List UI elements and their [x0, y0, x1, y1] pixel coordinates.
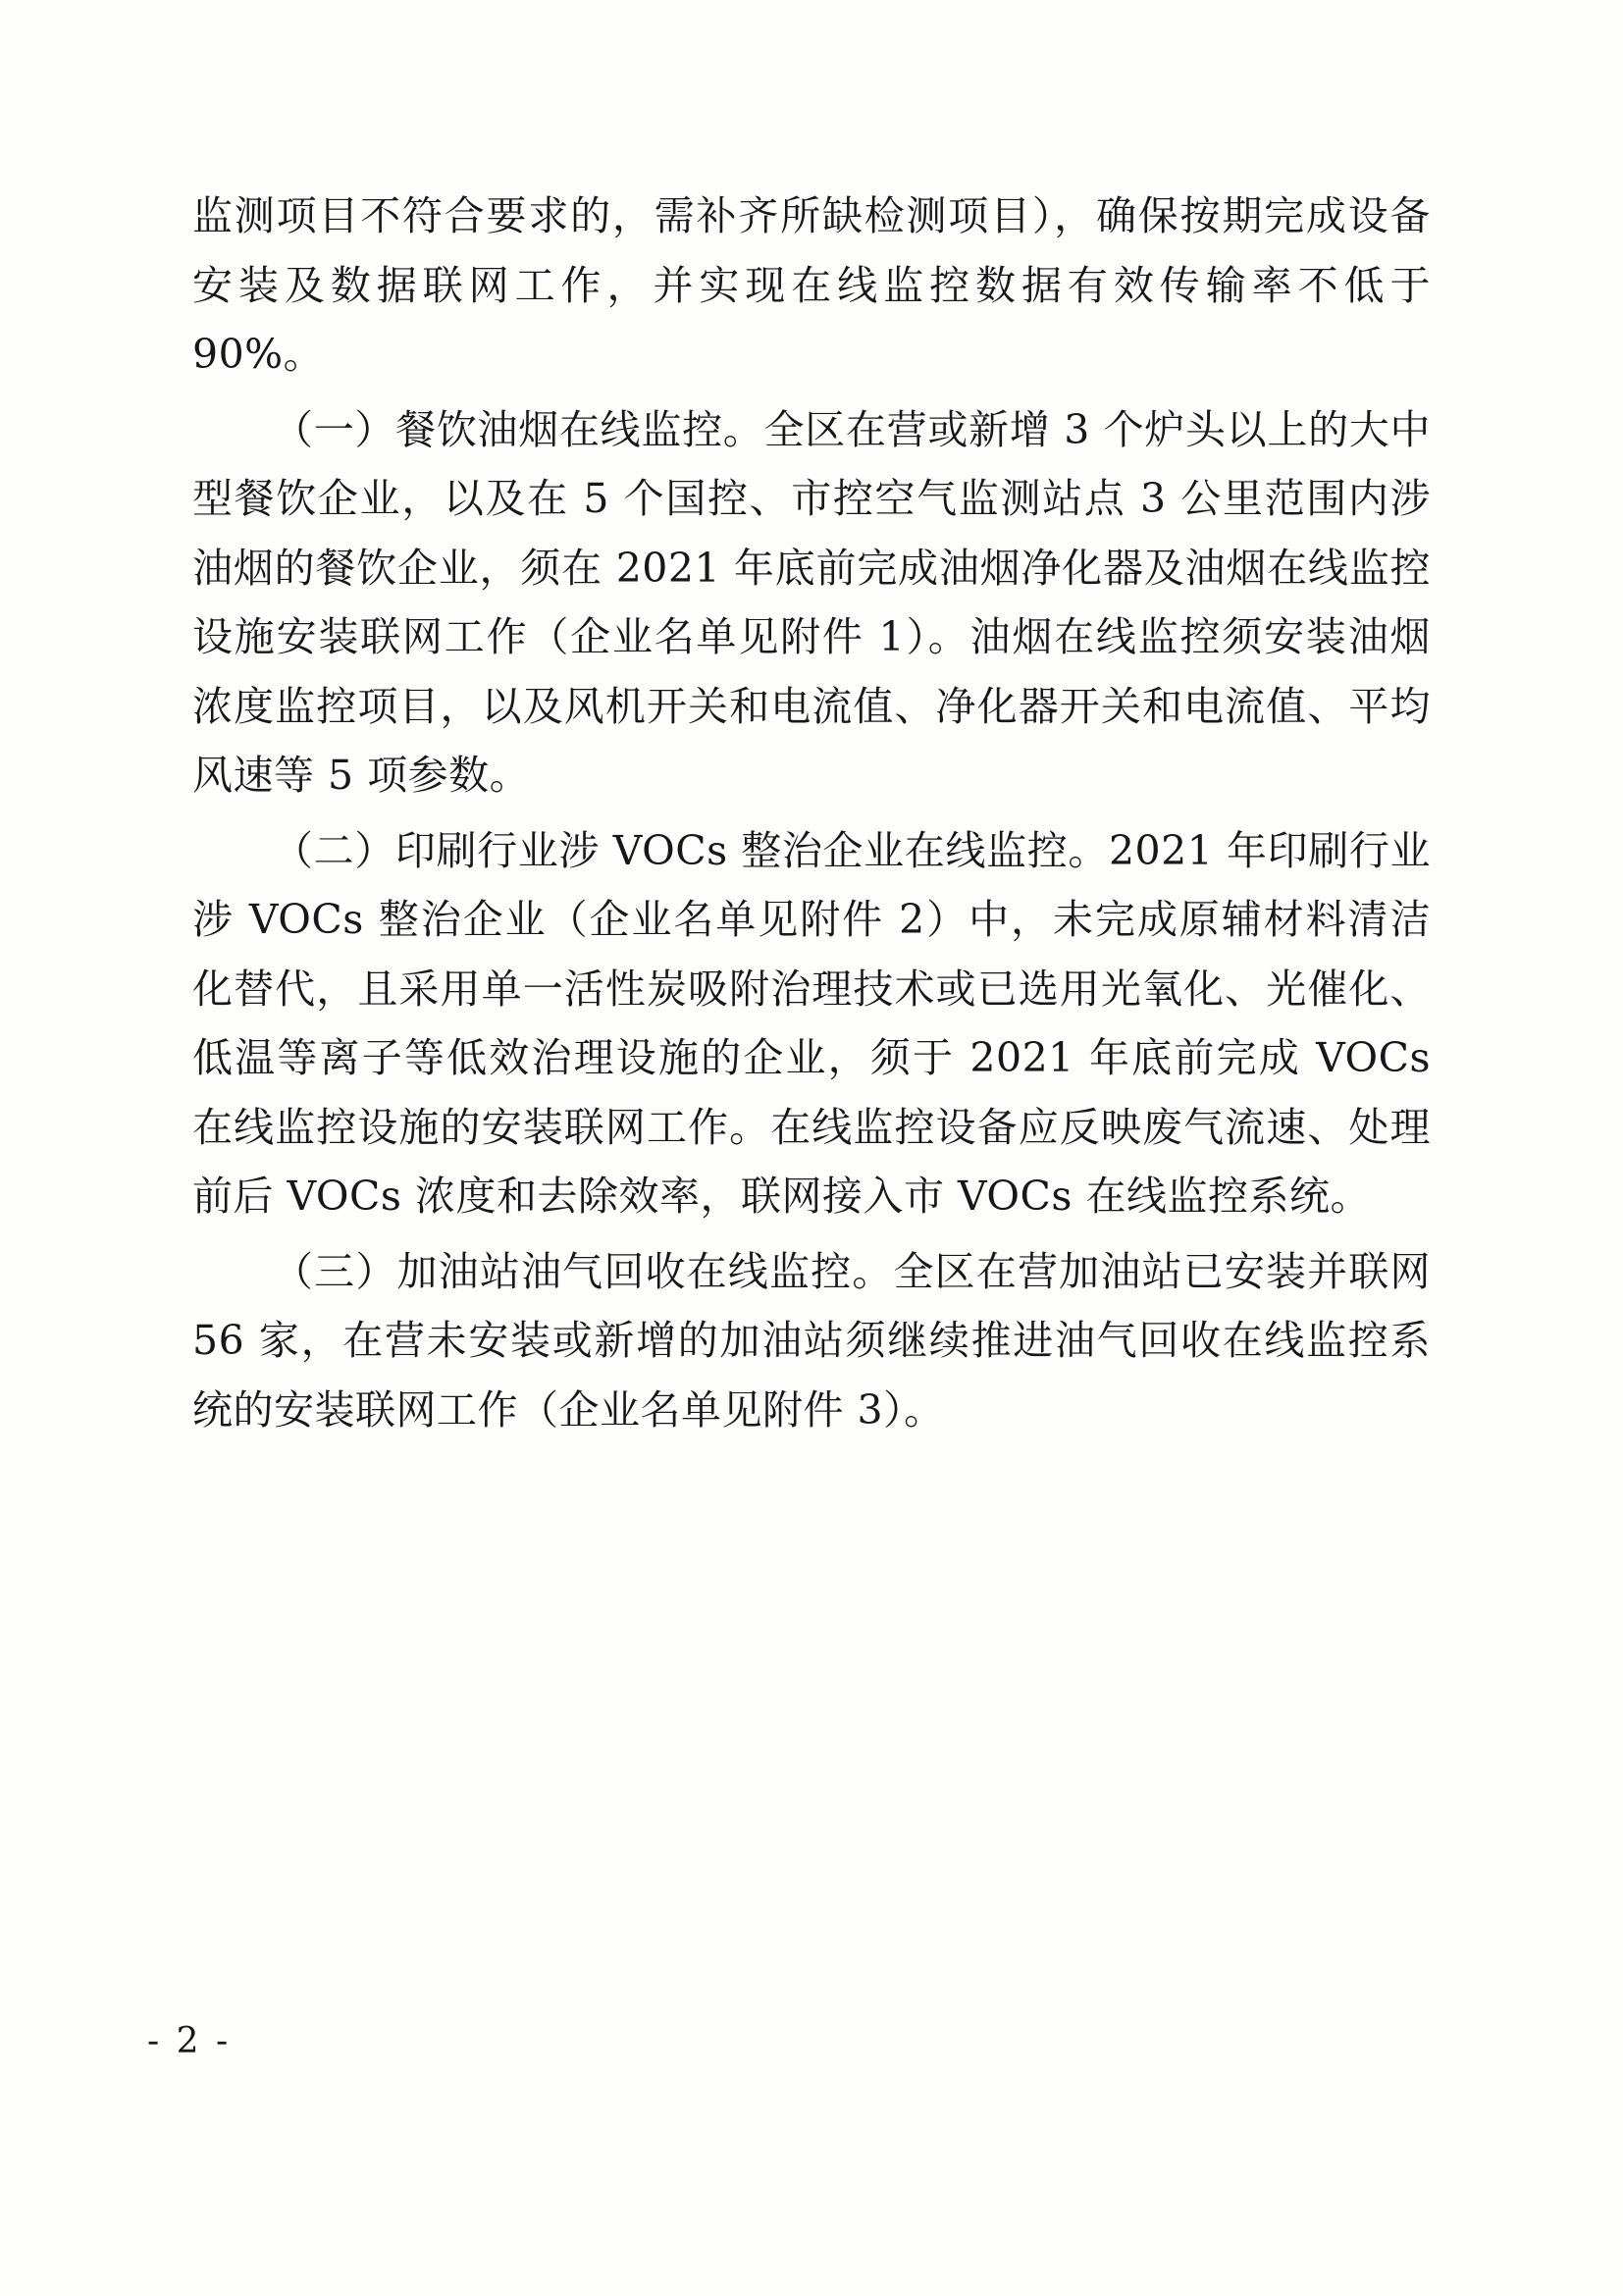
paragraph-section-two: （二）印刷行业涉 VOCs 整治企业在线监控。2021 年印刷行业涉 VOCs 整治企业（企业名单见附件 2）中，未完成原辅材料清洁化替代，且采用单一活性炭吸附治理技术或已选用光氧化、光催化、低温等离子等低效治理设施的企业，须于 2021 年底前完成 VOCs 在线监控设施的安装联网工作。在线监控设备应反映废气流速、处理前后 VOCs 浓度和去除效率，联网接入市 VOCs 在线监控系统。: [192, 826, 1431, 1221]
paragraph-section-one: （一）餐饮油烟在线监控。全区在营或新增 3 个炉头以上的大中型餐饮企业，以及在 5 个国控、市控空气监测站点 3 公里范围内涉油烟的餐饮企业，须在 2021 年底前完成油烟净化器及油烟在线监控设施安装联网工作（企业名单见附件 1）。油烟在线监控须安装油烟浓度监控项目，以及风机开关和电流值、净化器开关和电流值、平均风速等 5 项参数。: [192, 405, 1431, 800]
document-body: [192, 182, 1431, 1450]
paragraph-section-three: （三）加油站油气回收在线监控。全区在营加油站已安装并联网 56 家，在营未安装或新增的加油站须继续推进油气回收在线监控系统的安装联网工作（企业名单见附件 3）。: [192, 1247, 1431, 1434]
page-number: - 2 -: [147, 2021, 232, 2061]
paragraph-continuation: 监测项目不符合要求的，需补齐所缺检测项目），确保按期完成设备安装及数据联网工作，并实现在线监控数据有效传输率不低于 90%。: [192, 192, 1431, 379]
